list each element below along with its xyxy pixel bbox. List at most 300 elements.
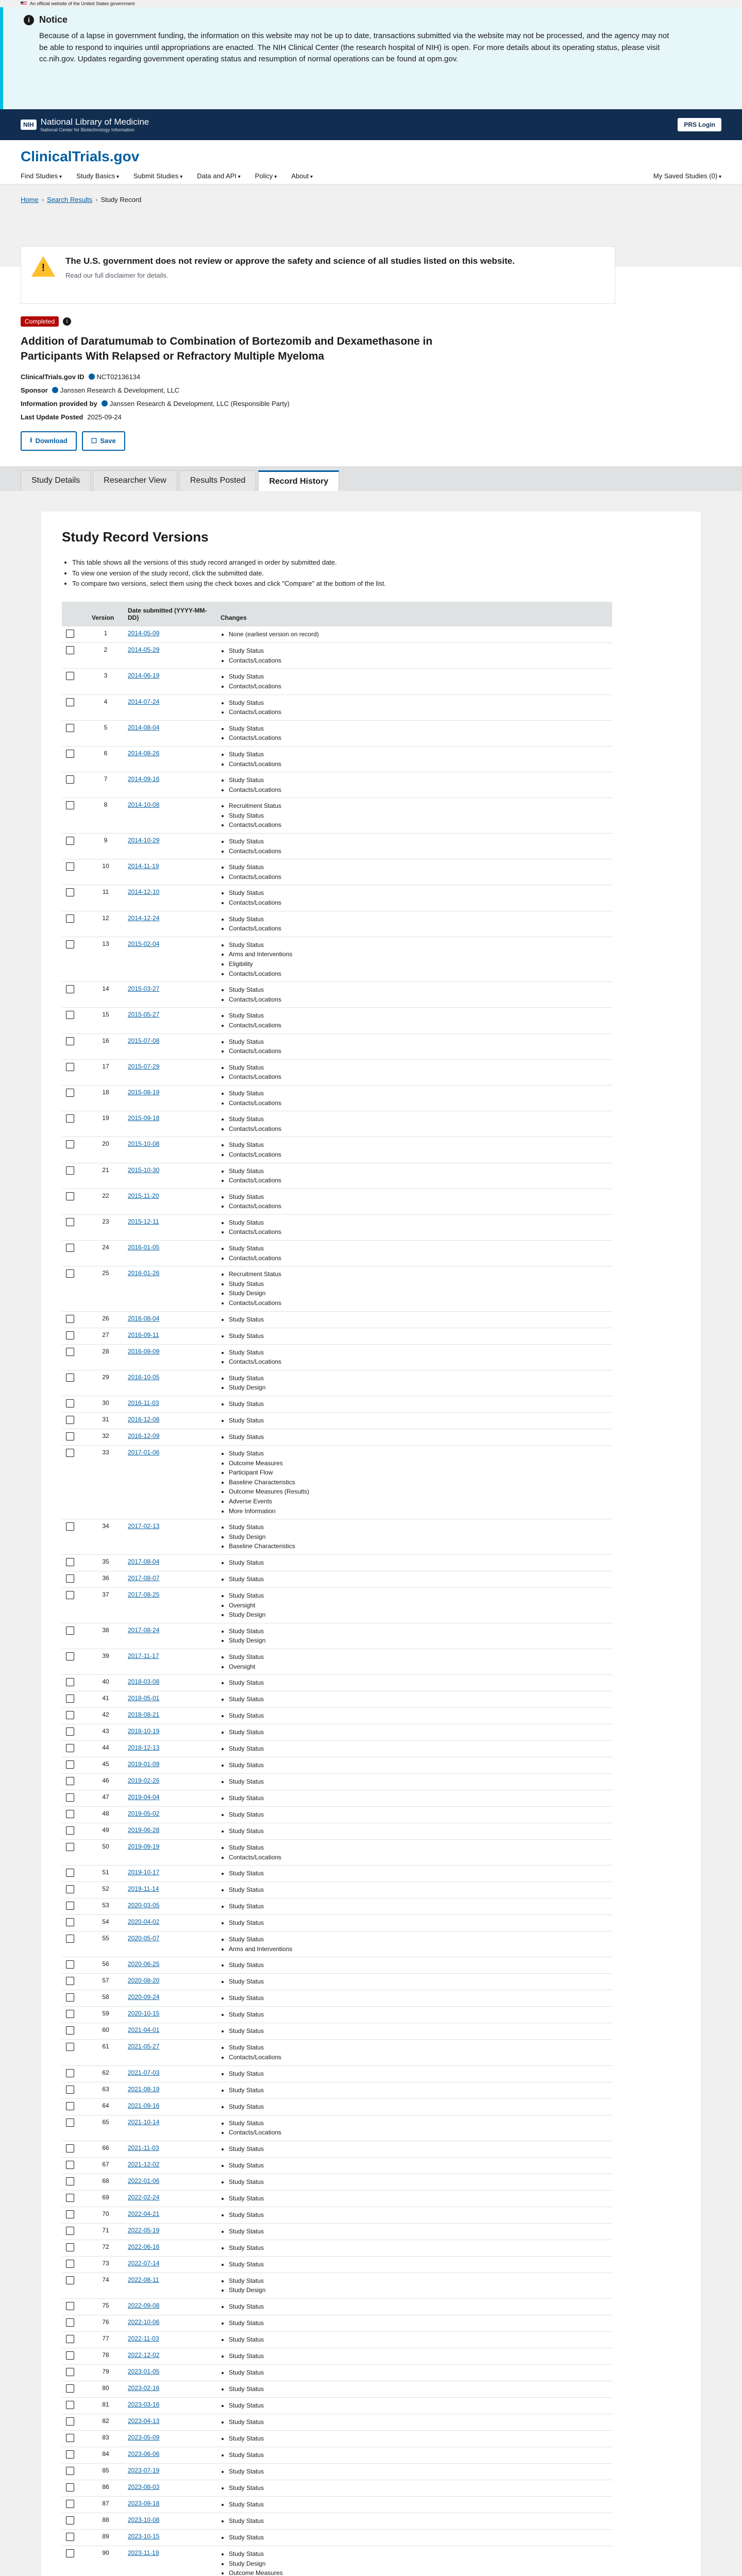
change-item: • Study Status	[229, 2243, 608, 2253]
compare-checkbox[interactable]	[66, 2516, 74, 2524]
compare-checkbox[interactable]	[66, 1063, 74, 1071]
version-date-link[interactable]: 2021-10-14	[128, 2118, 160, 2126]
my-saved-studies[interactable]: My Saved Studies (0) ▾	[653, 172, 721, 180]
version-date-link[interactable]: 2023-07-19	[128, 2467, 160, 2475]
compare-checkbox[interactable]	[66, 2194, 74, 2202]
version-date-link[interactable]: 2021-11-03	[128, 2144, 159, 2151]
version-date-link[interactable]: 2016-01-26	[128, 1269, 160, 1277]
breadcrumb-search-results[interactable]: Search Results	[47, 196, 93, 204]
compare-checkbox[interactable]	[66, 1977, 74, 1985]
changes-list	[229, 1826, 608, 1836]
change-item: • Contacts/Locations	[229, 656, 608, 666]
version-date-link[interactable]: 2022-04-21	[128, 2210, 160, 2217]
compare-checkbox[interactable]	[66, 1918, 74, 1926]
changes-list	[229, 2335, 608, 2345]
change-item: • Oversight	[229, 1662, 608, 1672]
version-date-link[interactable]: 2018-03-08	[128, 1678, 160, 1686]
compare-checkbox[interactable]	[66, 2467, 74, 2475]
version-number: 65	[88, 2115, 124, 2141]
compare-checkbox[interactable]	[66, 646, 74, 654]
version-date-link[interactable]: 2023-09-18	[128, 2500, 160, 2507]
nav-find-studies[interactable]: Find Studies ▾	[21, 172, 62, 180]
version-date-link[interactable]: 2016-10-05	[128, 1373, 160, 1381]
version-date-link[interactable]: 2022-11-03	[128, 2335, 159, 2343]
compare-checkbox[interactable]	[66, 2177, 74, 2185]
change-item: • None (earliest version on record)	[229, 630, 608, 639]
version-date-link[interactable]: 2016-09-09	[128, 1347, 160, 1355]
compare-checkbox[interactable]	[66, 1244, 74, 1252]
table-row	[62, 669, 612, 694]
version-number: 16	[88, 1033, 124, 1059]
version-date-link[interactable]: 2023-10-15	[128, 2533, 160, 2540]
compare-checkbox[interactable]	[66, 775, 74, 784]
disclaimer-link[interactable]: Read our full disclaimer for details.	[65, 272, 168, 279]
version-number: 39	[88, 1649, 124, 1674]
last-update-label: Last Update Posted	[21, 413, 83, 421]
version-date-link[interactable]: 2015-12-11	[128, 1217, 159, 1225]
changes-list	[229, 2417, 608, 2427]
compare-checkbox[interactable]	[66, 985, 74, 993]
table-row	[62, 2447, 612, 2464]
version-date-link[interactable]: 2014-05-09	[128, 630, 160, 637]
compare-checkbox[interactable]	[66, 1348, 74, 1356]
change-item: • Contacts/Locations	[229, 872, 608, 882]
change-item: • Study Design	[229, 2559, 608, 2569]
changes-list	[229, 1558, 608, 1568]
change-item: • Study Status	[229, 1869, 608, 1878]
compare-checkbox[interactable]	[66, 2549, 74, 2557]
version-date-link[interactable]: 2018-12-13	[128, 1744, 160, 1752]
compare-checkbox[interactable]	[66, 1652, 74, 1660]
compare-checkbox[interactable]	[66, 1574, 74, 1583]
nav-policy[interactable]: Policy ▾	[255, 172, 277, 180]
change-item: • Study Status	[229, 1711, 608, 1721]
version-date-link[interactable]: 2014-11-19	[128, 862, 159, 870]
compare-checkbox[interactable]	[66, 2335, 74, 2343]
compare-checkbox[interactable]	[66, 750, 74, 758]
compare-checkbox[interactable]	[66, 862, 74, 871]
compare-checkbox[interactable]	[66, 1694, 74, 1703]
version-date-link[interactable]: 2014-05-29	[128, 646, 160, 654]
compare-checkbox[interactable]	[66, 2227, 74, 2235]
version-date-link[interactable]: 2015-10-08	[128, 1140, 160, 1148]
version-date-link[interactable]: 2023-01-05	[128, 2368, 160, 2376]
compare-checkbox[interactable]	[66, 724, 74, 732]
version-date-link[interactable]: 2019-04-04	[128, 1793, 160, 1801]
compare-checkbox[interactable]	[66, 1522, 74, 1531]
version-date-link[interactable]: 2020-10-15	[128, 2010, 160, 2018]
changes-list	[229, 1843, 608, 1862]
compare-checkbox[interactable]	[66, 2276, 74, 2284]
changes-list	[229, 1652, 608, 1671]
version-date-link[interactable]: 2021-12-02	[128, 2160, 160, 2168]
compare-checkbox[interactable]	[66, 837, 74, 845]
version-date-link[interactable]: 2020-06-25	[128, 1960, 160, 1968]
compare-checkbox[interactable]	[66, 2384, 74, 2393]
version-date-link[interactable]: 2014-09-16	[128, 775, 160, 783]
table-row	[62, 1724, 612, 1741]
nlm-logo[interactable]	[21, 117, 149, 132]
compare-checkbox[interactable]	[66, 1114, 74, 1123]
compare-checkbox[interactable]	[66, 2533, 74, 2541]
version-date-link[interactable]: 2014-10-29	[128, 837, 160, 844]
version-date-link[interactable]: 2019-05-02	[128, 1810, 160, 1818]
table-row	[62, 1882, 612, 1899]
info-icon[interactable]: i	[63, 317, 71, 326]
tab-results-posted[interactable]: Results Posted	[179, 470, 257, 491]
version-number: 88	[88, 2513, 124, 2530]
change-item: • Study Status	[229, 1399, 608, 1409]
version-number: 83	[88, 2431, 124, 2447]
compare-checkbox[interactable]	[66, 1269, 74, 1278]
version-date-link[interactable]: 2019-06-28	[128, 1826, 160, 1834]
compare-checkbox[interactable]	[66, 2302, 74, 2310]
version-date-link[interactable]: 2017-08-24	[128, 1626, 160, 1634]
changes-list	[229, 1244, 608, 1263]
change-item: • Study Status	[229, 1558, 608, 1568]
compare-checkbox[interactable]	[66, 2026, 74, 2035]
version-date-link[interactable]: 2023-03-16	[128, 2401, 160, 2409]
compare-checkbox[interactable]	[66, 1960, 74, 1969]
table-row	[62, 1554, 612, 1571]
table-row	[62, 2431, 612, 2447]
warning-icon: !	[31, 256, 55, 277]
version-date-link[interactable]: 2023-05-09	[128, 2434, 160, 2442]
table-row	[62, 2464, 612, 2480]
version-date-link[interactable]: 2022-06-16	[128, 2243, 160, 2250]
change-item: • Contacts/Locations	[229, 682, 608, 691]
compare-checkbox[interactable]	[66, 1711, 74, 1719]
version-number: 23	[88, 1214, 124, 1240]
nav-data-api[interactable]: Data and API ▾	[197, 172, 240, 180]
version-date-link[interactable]: 2021-05-27	[128, 2043, 160, 2050]
version-date-link[interactable]: 2014-12-24	[128, 914, 160, 922]
compare-checkbox[interactable]	[66, 1591, 74, 1599]
version-date-link[interactable]: 2020-04-02	[128, 1918, 160, 1926]
version-date-link[interactable]: 2018-08-21	[128, 1711, 160, 1719]
change-item: • Study Status	[229, 1960, 608, 1970]
compare-checkbox[interactable]	[66, 1399, 74, 1408]
change-item: • Contacts/Locations	[229, 785, 608, 795]
changes-list	[229, 1089, 608, 1108]
compare-checkbox[interactable]	[66, 2260, 74, 2268]
compare-checkbox[interactable]	[66, 888, 74, 896]
compare-checkbox[interactable]	[66, 2500, 74, 2508]
changes-list	[229, 2483, 608, 2493]
info-icon[interactable]	[52, 387, 58, 393]
compare-checkbox[interactable]	[66, 1902, 74, 1910]
version-date-link[interactable]: 2022-02-24	[128, 2193, 160, 2201]
compare-checkbox[interactable]	[66, 2434, 74, 2442]
tab-record-history[interactable]: Record History	[258, 470, 339, 491]
changes-list	[229, 2119, 608, 2138]
nav-about[interactable]: About ▾	[291, 172, 313, 180]
compare-checkbox[interactable]	[66, 2351, 74, 2360]
compare-checkbox[interactable]	[66, 672, 74, 680]
compare-checkbox[interactable]	[66, 2450, 74, 2459]
version-date-link[interactable]: 2017-11-17	[128, 1652, 159, 1659]
changes-list	[229, 2302, 608, 2312]
version-date-link[interactable]: 2015-08-19	[128, 1088, 160, 1096]
version-date-link[interactable]: 2014-10-08	[128, 801, 160, 809]
download-button[interactable]: ⭳ Download	[21, 431, 77, 451]
compare-checkbox[interactable]	[66, 1166, 74, 1175]
version-number: 35	[88, 1554, 124, 1571]
compare-checkbox[interactable]	[66, 1935, 74, 1943]
version-date-link[interactable]: 2021-08-19	[128, 2085, 160, 2093]
tab-researcher-view[interactable]: Researcher View	[93, 470, 177, 491]
table-row	[62, 643, 612, 669]
table-row	[62, 2513, 612, 2530]
change-item: • Arms and Interventions	[229, 950, 608, 959]
compare-checkbox[interactable]	[66, 2318, 74, 2327]
version-date-link[interactable]: 2022-08-11	[128, 2276, 159, 2283]
version-date-link[interactable]: 2019-01-09	[128, 1760, 160, 1768]
version-number: 19	[88, 1111, 124, 1137]
version-date-link[interactable]: 2023-04-13	[128, 2417, 160, 2425]
table-row	[62, 2480, 612, 2497]
compare-checkbox[interactable]	[66, 2086, 74, 2094]
version-date-link[interactable]: 2020-08-20	[128, 1977, 160, 1985]
compare-checkbox[interactable]	[66, 1869, 74, 1877]
compare-checkbox[interactable]	[66, 2243, 74, 2251]
version-date-link[interactable]: 2022-12-02	[128, 2351, 160, 2359]
changes-list	[229, 1218, 608, 1237]
version-date-link[interactable]: 2023-06-06	[128, 2450, 160, 2458]
compare-checkbox[interactable]	[66, 1449, 74, 1457]
change-item: • Study Status	[229, 2069, 608, 2079]
record-history-section	[0, 491, 742, 2576]
version-date-link[interactable]: 2017-08-04	[128, 1557, 160, 1565]
compare-checkbox[interactable]	[66, 1374, 74, 1382]
compare-checkbox[interactable]	[66, 630, 74, 638]
compare-checkbox[interactable]	[66, 2210, 74, 2218]
version-date-link[interactable]: 2022-10-06	[128, 2318, 160, 2326]
change-item: • Study Status	[229, 2086, 608, 2095]
version-date-link[interactable]: 2018-05-01	[128, 1694, 160, 1702]
version-number: 73	[88, 2256, 124, 2273]
changes-list	[229, 2102, 608, 2112]
changes-list	[229, 2318, 608, 2328]
change-item: • Contacts/Locations	[229, 1201, 608, 1211]
version-date-link[interactable]: 2023-08-03	[128, 2483, 160, 2491]
compare-checkbox[interactable]	[66, 940, 74, 948]
compare-checkbox[interactable]	[66, 1558, 74, 1566]
compare-checkbox[interactable]	[66, 1331, 74, 1340]
compare-checkbox[interactable]	[66, 1140, 74, 1148]
version-date-link[interactable]: 2019-02-26	[128, 1777, 160, 1785]
changes-list	[229, 1694, 608, 1704]
change-item: • Study Status	[229, 914, 608, 924]
change-item: • Study Status	[229, 1348, 608, 1358]
version-number: 10	[88, 859, 124, 885]
info-icon[interactable]	[102, 400, 108, 406]
version-number: 30	[88, 1396, 124, 1413]
compare-checkbox[interactable]	[66, 1011, 74, 1019]
change-item: • Study Status	[229, 1192, 608, 1202]
version-date-link[interactable]: 2021-07-03	[128, 2069, 160, 2076]
compare-checkbox[interactable]	[66, 1089, 74, 1097]
changes-list	[229, 1192, 608, 1211]
table-row	[62, 1990, 612, 2007]
tab-study-details[interactable]: Study Details	[21, 470, 91, 491]
compare-checkbox[interactable]	[66, 2368, 74, 2376]
site-title[interactable]: ClinicalTrials.gov	[21, 148, 140, 164]
version-date-link[interactable]: 2021-09-16	[128, 2102, 160, 2109]
table-row	[62, 885, 612, 911]
version-date-link[interactable]: 2015-02-04	[128, 940, 160, 947]
change-item: • Study Status	[229, 1935, 608, 1944]
change-item: • Study Status	[229, 2533, 608, 2543]
compare-checkbox[interactable]	[66, 2119, 74, 2127]
change-item: • Study Status	[229, 1331, 608, 1341]
table-row	[62, 1137, 612, 1163]
version-number: 21	[88, 1163, 124, 1189]
change-item: • Study Status	[229, 2434, 608, 2444]
breadcrumb: Home › Search Results › Study Record	[21, 196, 142, 204]
version-date-link[interactable]: 2020-05-07	[128, 1935, 160, 1942]
compare-checkbox[interactable]	[66, 1678, 74, 1686]
table-row	[62, 1571, 612, 1587]
compare-checkbox[interactable]	[66, 1826, 74, 1835]
version-date-link[interactable]: 2019-10-17	[128, 1869, 160, 1876]
compare-checkbox[interactable]	[66, 1626, 74, 1635]
table-row	[62, 798, 612, 834]
version-date-link[interactable]: 2022-09-08	[128, 2302, 160, 2310]
version-date-link[interactable]: 2014-08-04	[128, 723, 160, 731]
version-date-link[interactable]: 2023-02-16	[128, 2384, 160, 2392]
version-date-link[interactable]: 2015-07-29	[128, 1062, 160, 1070]
change-item: • Study Status	[229, 2043, 608, 2053]
version-number: 27	[88, 1328, 124, 1344]
table-row	[62, 2065, 612, 2082]
version-date-link[interactable]: 2017-08-07	[128, 1574, 160, 1582]
version-date-link[interactable]: 2014-12-10	[128, 888, 160, 896]
compare-checkbox[interactable]	[66, 2401, 74, 2409]
compare-checkbox[interactable]	[66, 698, 74, 706]
compare-checkbox[interactable]	[66, 2102, 74, 2110]
nav-submit-studies[interactable]: Submit Studies ▾	[133, 172, 182, 180]
version-date-link[interactable]: 2022-07-14	[128, 2259, 160, 2267]
table-row	[62, 1214, 612, 1240]
version-date-link[interactable]: 2015-09-18	[128, 1114, 160, 1122]
compare-checkbox[interactable]	[66, 1793, 74, 1802]
compare-checkbox[interactable]	[66, 1993, 74, 2002]
version-date-link[interactable]: 2016-12-08	[128, 1416, 160, 1423]
prs-login-button[interactable]: PRS Login	[678, 118, 721, 131]
version-number: 42	[88, 1708, 124, 1724]
version-date-link[interactable]: 2015-05-27	[128, 1011, 160, 1019]
breadcrumb-home[interactable]: Home	[21, 196, 39, 204]
compare-checkbox[interactable]	[66, 1843, 74, 1851]
compare-checkbox[interactable]	[66, 2043, 74, 2051]
version-date-link[interactable]: 2020-03-05	[128, 1902, 160, 1909]
compare-checkbox[interactable]	[66, 1810, 74, 1818]
changes-list	[229, 2351, 608, 2361]
version-date-link[interactable]: 2016-09-11	[128, 1331, 159, 1338]
change-item: • Study Status	[229, 2227, 608, 2236]
version-date-link[interactable]: 2018-10-19	[128, 1727, 160, 1735]
version-date-link[interactable]: 2017-02-13	[128, 1522, 160, 1530]
compare-checkbox[interactable]	[66, 1192, 74, 1200]
version-date-link[interactable]: 2022-01-06	[128, 2177, 160, 2184]
save-button[interactable]: ☐ Save	[82, 431, 125, 451]
version-date-link[interactable]: 2015-10-30	[128, 1166, 160, 1174]
version-date-link[interactable]: 2019-09-19	[128, 1843, 160, 1851]
nav-study-basics[interactable]: Study Basics ▾	[76, 172, 119, 180]
change-item: • Outcome Measures	[229, 2568, 608, 2576]
version-date-link[interactable]: 2014-06-19	[128, 672, 160, 680]
compare-checkbox[interactable]	[66, 1760, 74, 1769]
version-date-link[interactable]: 2014-07-24	[128, 698, 160, 705]
version-date-link[interactable]: 2015-11-20	[128, 1192, 159, 1199]
version-date-link[interactable]: 2021-04-01	[128, 2026, 160, 2034]
version-date-link[interactable]: 2023-11-19	[128, 2549, 159, 2557]
compare-checkbox[interactable]	[66, 2483, 74, 2492]
version-date-link[interactable]: 2014-08-26	[128, 749, 160, 757]
compare-checkbox[interactable]	[66, 1037, 74, 1045]
version-number: 61	[88, 2040, 124, 2065]
change-item: • Study Status	[229, 1626, 608, 1636]
changes-list	[229, 2177, 608, 2187]
version-date-link[interactable]: 2023-10-08	[128, 2516, 160, 2524]
changes-list	[229, 1140, 608, 1159]
compare-checkbox[interactable]	[66, 1432, 74, 1440]
table-row	[62, 1691, 612, 1708]
version-date-link[interactable]: 2017-01-06	[128, 1449, 160, 1456]
version-number: 7	[88, 772, 124, 798]
version-date-link[interactable]: 2015-03-27	[128, 985, 160, 993]
version-number: 60	[88, 2023, 124, 2040]
change-item: • Study Status	[229, 1918, 608, 1928]
compare-checkbox[interactable]	[66, 1727, 74, 1736]
version-number: 34	[88, 1519, 124, 1555]
compare-checkbox[interactable]	[66, 1218, 74, 1226]
compare-checkbox[interactable]	[66, 1416, 74, 1424]
compare-checkbox[interactable]	[66, 801, 74, 809]
version-date-link[interactable]: 2016-12-09	[128, 1432, 160, 1440]
compare-checkbox[interactable]	[66, 1315, 74, 1323]
version-date-link[interactable]: 2022-05-19	[128, 2226, 160, 2234]
version-date-link[interactable]: 2020-09-24	[128, 1993, 160, 2001]
disclaimer-alert	[21, 246, 615, 304]
compare-checkbox[interactable]	[66, 2144, 74, 2153]
compare-checkbox[interactable]	[66, 1744, 74, 1752]
compare-checkbox[interactable]	[66, 2069, 74, 2077]
change-item: • Study Status	[229, 1993, 608, 2003]
compare-checkbox[interactable]	[66, 914, 74, 923]
version-date-link[interactable]: 2016-08-04	[128, 1314, 160, 1322]
version-number: 50	[88, 1840, 124, 1866]
compare-checkbox[interactable]	[66, 1777, 74, 1785]
table-row	[62, 2348, 612, 2365]
version-date-link[interactable]: 2016-01-05	[128, 1244, 160, 1251]
version-date-link[interactable]: 2016-11-03	[128, 1399, 159, 1407]
version-date-link[interactable]: 2019-11-14	[128, 1885, 159, 1893]
compare-checkbox[interactable]	[66, 2010, 74, 2018]
change-item: • Study Status	[229, 2318, 608, 2328]
changes-list	[229, 2368, 608, 2378]
compare-checkbox[interactable]	[66, 2161, 74, 2169]
version-date-link[interactable]: 2015-07-08	[128, 1037, 160, 1044]
compare-checkbox[interactable]	[66, 2417, 74, 2426]
change-item: • Study Status	[229, 2483, 608, 2493]
copy-icon[interactable]	[89, 374, 95, 380]
table-row	[62, 1866, 612, 1882]
version-date-link[interactable]: 2017-08-25	[128, 1590, 160, 1598]
compare-checkbox[interactable]	[66, 1885, 74, 1893]
nct-id: NCT02136134	[96, 372, 141, 381]
